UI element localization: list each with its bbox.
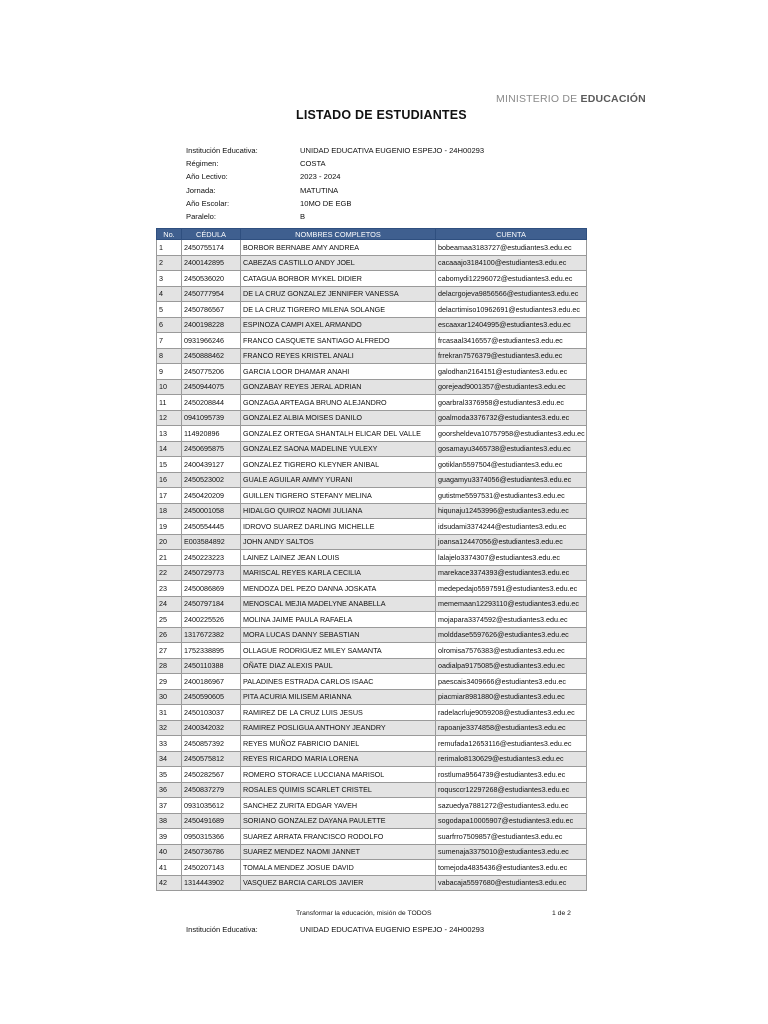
cell-no: 16 bbox=[157, 472, 182, 488]
cell-email: rostluma9564739@estudiantes3.edu.ec bbox=[436, 767, 587, 783]
cell-email: tomejoda4835436@estudiantes3.edu.ec bbox=[436, 860, 587, 876]
table-row bbox=[157, 426, 587, 442]
cell-name: MORA LUCAS DANNY SEBASTIAN bbox=[241, 627, 436, 643]
info-row bbox=[186, 172, 484, 185]
cell-cedula: 2450001058 bbox=[182, 503, 241, 519]
info-value: MATUTINA bbox=[300, 185, 339, 195]
table-row bbox=[157, 751, 587, 767]
cell-email: remufada12653116@estudiantes3.edu.ec bbox=[436, 736, 587, 752]
table-row bbox=[157, 627, 587, 643]
cell-email: escaaxar12404995@estudiantes3.edu.ec bbox=[436, 317, 587, 333]
cell-no: 25 bbox=[157, 612, 182, 628]
cell-email: piacmiar8981880@estudiantes3.edu.ec bbox=[436, 689, 587, 705]
cell-name: REYES MUÑOZ FABRICIO DANIEL bbox=[241, 736, 436, 752]
cell-cedula: 2450207143 bbox=[182, 860, 241, 876]
next-page-header bbox=[186, 925, 484, 934]
cell-email: cabomydi12296072@estudiantes3.edu.ec bbox=[436, 271, 587, 287]
ministry-bold: EDUCACIÓN bbox=[580, 93, 646, 105]
cell-email: goalmoda3376732@estudiantes3.edu.ec bbox=[436, 410, 587, 426]
table-row bbox=[157, 348, 587, 364]
cell-name: FRANCO CASQUETE SANTIAGO ALFREDO bbox=[241, 333, 436, 349]
table-row bbox=[157, 581, 587, 597]
cell-no: 13 bbox=[157, 426, 182, 442]
cell-email: vabacaja5597680@estudiantes3.edu.ec bbox=[436, 875, 587, 891]
cell-no: 39 bbox=[157, 829, 182, 845]
cell-name: REYES RICARDO MARIA LORENA bbox=[241, 751, 436, 767]
cell-cedula: 2450208844 bbox=[182, 395, 241, 411]
cell-cedula: 2400439127 bbox=[182, 457, 241, 473]
info-row bbox=[186, 186, 484, 199]
cell-no: 11 bbox=[157, 395, 182, 411]
cell-name: DE LA CRUZ TIGRERO MILENA SOLANGE bbox=[241, 302, 436, 318]
cell-email: goarbral3376958@estudiantes3.edu.ec bbox=[436, 395, 587, 411]
table-row bbox=[157, 596, 587, 612]
cell-no: 3 bbox=[157, 271, 182, 287]
cell-no: 5 bbox=[157, 302, 182, 318]
table-row bbox=[157, 565, 587, 581]
cell-no: 29 bbox=[157, 674, 182, 690]
cell-cedula: 2450491689 bbox=[182, 813, 241, 829]
cell-name: SORIANO GONZALEZ DAYANA PAULETTE bbox=[241, 813, 436, 829]
cell-name: SUAREZ MENDEZ NAOMI JANNET bbox=[241, 844, 436, 860]
table-row bbox=[157, 689, 587, 705]
cell-name: GONZALEZ TIGRERO KLEYNER ANIBAL bbox=[241, 457, 436, 473]
table-row bbox=[157, 829, 587, 845]
cell-email: sazuedya7881272@estudiantes3.edu.ec bbox=[436, 798, 587, 814]
cell-name: OLLAGUE RODRIGUEZ MILEY SAMANTA bbox=[241, 643, 436, 659]
cell-no: 12 bbox=[157, 410, 182, 426]
cell-name: GONZALEZ SAONA MADELINE YULEXY bbox=[241, 441, 436, 457]
cell-cedula: 2450536020 bbox=[182, 271, 241, 287]
info-row bbox=[186, 212, 484, 225]
table-row bbox=[157, 364, 587, 380]
cell-cedula: 0931966246 bbox=[182, 333, 241, 349]
cell-name: DE LA CRUZ GONZALEZ JENNIFER VANESSA bbox=[241, 286, 436, 302]
cell-cedula: 0931035612 bbox=[182, 798, 241, 814]
cell-no: 1 bbox=[157, 240, 182, 256]
cell-cedula: 2400342032 bbox=[182, 720, 241, 736]
table-row bbox=[157, 612, 587, 628]
table-row bbox=[157, 767, 587, 783]
table-header-row bbox=[157, 229, 587, 240]
cell-no: 20 bbox=[157, 534, 182, 550]
table-row bbox=[157, 720, 587, 736]
cell-email: paescais3409666@estudiantes3.edu.ec bbox=[436, 674, 587, 690]
cell-no: 26 bbox=[157, 627, 182, 643]
cell-cedula: 2450944075 bbox=[182, 379, 241, 395]
info-row bbox=[186, 146, 484, 159]
table-row bbox=[157, 457, 587, 473]
cell-no: 22 bbox=[157, 565, 182, 581]
cell-cedula: 2450755174 bbox=[182, 240, 241, 256]
cell-cedula: 114920896 bbox=[182, 426, 241, 442]
cell-no: 6 bbox=[157, 317, 182, 333]
ministry-logo bbox=[496, 93, 646, 105]
cell-no: 21 bbox=[157, 550, 182, 566]
cell-no: 42 bbox=[157, 875, 182, 891]
table-row bbox=[157, 271, 587, 287]
cell-no: 35 bbox=[157, 767, 182, 783]
cell-email: delacrgojeva9856566@estudiantes3.edu.ec bbox=[436, 286, 587, 302]
cell-email: bobeamaa3183727@estudiantes3.edu.ec bbox=[436, 240, 587, 256]
table-row bbox=[157, 875, 587, 891]
cell-no: 2 bbox=[157, 255, 182, 271]
cell-name: RAMIREZ DE LA CRUZ LUIS JESUS bbox=[241, 705, 436, 721]
cell-no: 37 bbox=[157, 798, 182, 814]
footer-slogan: Transformar la educación, misión de TODOS bbox=[296, 910, 432, 917]
cell-email: gosamayu3465738@estudiantes3.edu.ec bbox=[436, 441, 587, 457]
cell-cedula: 2450110388 bbox=[182, 658, 241, 674]
cell-cedula: 2450695875 bbox=[182, 441, 241, 457]
cell-cedula: 2450223223 bbox=[182, 550, 241, 566]
table-row bbox=[157, 643, 587, 659]
cell-name: CATAGUA BORBOR MYKEL DIDIER bbox=[241, 271, 436, 287]
cell-email: sumenaja3375010@estudiantes3.edu.ec bbox=[436, 844, 587, 860]
cell-cedula: 2400225526 bbox=[182, 612, 241, 628]
cell-name: CABEZAS CASTILLO ANDY JOEL bbox=[241, 255, 436, 271]
header-no: No. bbox=[157, 229, 182, 240]
students-table bbox=[156, 228, 587, 891]
table-row bbox=[157, 658, 587, 674]
cell-no: 33 bbox=[157, 736, 182, 752]
cell-email: mojapara3374592@estudiantes3.edu.ec bbox=[436, 612, 587, 628]
table-row bbox=[157, 472, 587, 488]
cell-email: medepedajo5597591@estudiantes3.edu.ec bbox=[436, 581, 587, 597]
header-cedula: CÉDULA bbox=[182, 229, 241, 240]
table-row bbox=[157, 317, 587, 333]
info-value: COSTA bbox=[300, 159, 326, 169]
cell-name: LAINEZ LAINEZ JEAN LOUIS bbox=[241, 550, 436, 566]
cell-cedula: 2400186967 bbox=[182, 674, 241, 690]
cell-no: 7 bbox=[157, 333, 182, 349]
cell-cedula: 2450729773 bbox=[182, 565, 241, 581]
table-row bbox=[157, 302, 587, 318]
cell-email: roqusccr12297268@estudiantes3.edu.ec bbox=[436, 782, 587, 798]
cell-cedula: 2450523002 bbox=[182, 472, 241, 488]
cell-no: 8 bbox=[157, 348, 182, 364]
page-number: 1 de 2 bbox=[552, 910, 571, 917]
cell-cedula: 2400198228 bbox=[182, 317, 241, 333]
cell-no: 14 bbox=[157, 441, 182, 457]
cell-email: sogodapa10005907@estudiantes3.edu.ec bbox=[436, 813, 587, 829]
table-row bbox=[157, 286, 587, 302]
info-value: 2023 - 2024 bbox=[300, 172, 341, 182]
cell-cedula: 2450786567 bbox=[182, 302, 241, 318]
cell-name: FRANCO REYES KRISTEL ANALI bbox=[241, 348, 436, 364]
info-label: Paralelo: bbox=[186, 211, 216, 221]
cell-no: 15 bbox=[157, 457, 182, 473]
cell-email: galodhan2164151@estudiantes3.edu.ec bbox=[436, 364, 587, 380]
info-value: UNIDAD EDUCATIVA EUGENIO ESPEJO - 24H00293 bbox=[300, 146, 485, 155]
cell-name: PALADINES ESTRADA CARLOS ISAAC bbox=[241, 674, 436, 690]
cell-name: GUILLEN TIGRERO STEFANY MELINA bbox=[241, 488, 436, 504]
cell-no: 19 bbox=[157, 519, 182, 535]
cell-cedula: 2450575812 bbox=[182, 751, 241, 767]
info-label: Jornada: bbox=[186, 185, 216, 195]
cell-cedula: 2450420209 bbox=[182, 488, 241, 504]
header-cuenta: CUENTA bbox=[436, 229, 587, 240]
info-value: B bbox=[300, 211, 306, 221]
cell-cedula: 1314443902 bbox=[182, 875, 241, 891]
cell-name: PITA ACURIA MILISEM ARIANNA bbox=[241, 689, 436, 705]
cell-email: gorejead9001357@estudiantes3.edu.ec bbox=[436, 379, 587, 395]
table-row bbox=[157, 798, 587, 814]
table-row bbox=[157, 860, 587, 876]
cell-cedula: 2450282567 bbox=[182, 767, 241, 783]
cell-name: ESPINOZA CAMPI AXEL ARMANDO bbox=[241, 317, 436, 333]
cell-email: marekace3374393@estudiantes3.edu.ec bbox=[436, 565, 587, 581]
table-row bbox=[157, 705, 587, 721]
header-nombres: NOMBRES COMPLETOS bbox=[241, 229, 436, 240]
cell-cedula: E003584892 bbox=[182, 534, 241, 550]
cell-email: joansa12447056@estudiantes3.edu.ec bbox=[436, 534, 587, 550]
cell-email: goorsheldeva10757958@estudiantes3.edu.ec bbox=[436, 426, 587, 442]
cell-name: VASQUEZ BARCIA CARLOS JAVIER bbox=[241, 875, 436, 891]
table-row bbox=[157, 379, 587, 395]
cell-email: gotiklan5597504@estudiantes3.edu.ec bbox=[436, 457, 587, 473]
cell-email: delacrtimiso10962691@estudiantes3.edu.ec bbox=[436, 302, 587, 318]
cell-email: rerimalo8130629@estudiantes3.edu.ec bbox=[436, 751, 587, 767]
table-row bbox=[157, 395, 587, 411]
cell-name: BORBOR BERNABE AMY ANDREA bbox=[241, 240, 436, 256]
cell-no: 28 bbox=[157, 658, 182, 674]
table-row bbox=[157, 519, 587, 535]
cell-no: 40 bbox=[157, 844, 182, 860]
cell-email: olromisa7576383@estudiantes3.edu.ec bbox=[436, 643, 587, 659]
info-label: Régimen: bbox=[186, 159, 219, 169]
cell-no: 31 bbox=[157, 705, 182, 721]
cell-no: 27 bbox=[157, 643, 182, 659]
table-row bbox=[157, 674, 587, 690]
table-row bbox=[157, 813, 587, 829]
table-row bbox=[157, 550, 587, 566]
cell-name: SUAREZ ARRATA FRANCISCO RODOLFO bbox=[241, 829, 436, 845]
cell-name: OÑATE DIAZ ALEXIS PAUL bbox=[241, 658, 436, 674]
ministry-prefix: MINISTERIO DE bbox=[496, 93, 581, 105]
cell-name: MARISCAL REYES KARLA CECILIA bbox=[241, 565, 436, 581]
cell-no: 32 bbox=[157, 720, 182, 736]
cell-email: suarfrro7509857@estudiantes3.edu.ec bbox=[436, 829, 587, 845]
cell-cedula: 2400142895 bbox=[182, 255, 241, 271]
table-row bbox=[157, 488, 587, 504]
cell-cedula: 2450736786 bbox=[182, 844, 241, 860]
table-row bbox=[157, 534, 587, 550]
cell-cedula: 0950315366 bbox=[182, 829, 241, 845]
cell-no: 23 bbox=[157, 581, 182, 597]
table-row bbox=[157, 782, 587, 798]
cell-no: 18 bbox=[157, 503, 182, 519]
cell-cedula: 2450554445 bbox=[182, 519, 241, 535]
table-row bbox=[157, 333, 587, 349]
info-row bbox=[186, 199, 484, 212]
cell-name: GONZAGA ARTEAGA BRUNO ALEJANDRO bbox=[241, 395, 436, 411]
cell-cedula: 2450888462 bbox=[182, 348, 241, 364]
cell-no: 30 bbox=[157, 689, 182, 705]
info-label: Año Escolar: bbox=[186, 198, 230, 208]
cell-no: 38 bbox=[157, 813, 182, 829]
cell-no: 4 bbox=[157, 286, 182, 302]
cell-name: RAMIREZ POSLIGUA ANTHONY JEANDRY bbox=[241, 720, 436, 736]
cell-name: IDROVO SUAREZ DARLING MICHELLE bbox=[241, 519, 436, 535]
info-row bbox=[186, 159, 484, 172]
cell-email: guagamyu3374056@estudiantes3.edu.ec bbox=[436, 472, 587, 488]
cell-cedula: 0941095739 bbox=[182, 410, 241, 426]
cell-name: GONZALEZ ALBIA MOISES DANILO bbox=[241, 410, 436, 426]
cell-email: gutistme5597531@estudiantes3.edu.ec bbox=[436, 488, 587, 504]
cell-name: JOHN ANDY SALTOS bbox=[241, 534, 436, 550]
info-label: Año Lectivo: bbox=[186, 172, 228, 182]
cell-email: hiqunaju12453996@estudiantes3.edu.ec bbox=[436, 503, 587, 519]
cell-cedula: 2450590605 bbox=[182, 689, 241, 705]
cell-email: frcasaal3416557@estudiantes3.edu.ec bbox=[436, 333, 587, 349]
cell-name: ROSALES QUIMIS SCARLET CRISTEL bbox=[241, 782, 436, 798]
cell-name: GUALE AGUILAR AMMY YURANI bbox=[241, 472, 436, 488]
cell-no: 10 bbox=[157, 379, 182, 395]
cell-no: 36 bbox=[157, 782, 182, 798]
cell-email: idsudami3374244@estudiantes3.edu.ec bbox=[436, 519, 587, 535]
info-value: 10MO DE EGB bbox=[300, 198, 352, 208]
cell-cedula: 1317672382 bbox=[182, 627, 241, 643]
cell-email: mememaan12293110@estudiantes3.edu.ec bbox=[436, 596, 587, 612]
cell-name: MENOSCAL MEJIA MADELYNE ANABELLA bbox=[241, 596, 436, 612]
cell-no: 34 bbox=[157, 751, 182, 767]
cell-name: GONZALEZ ORTEGA SHANTALH ELICAR DEL VALLE bbox=[241, 426, 436, 442]
cell-name: HIDALGO QUIROZ NAOMI JULIANA bbox=[241, 503, 436, 519]
table-row bbox=[157, 410, 587, 426]
cell-no: 24 bbox=[157, 596, 182, 612]
cell-email: molddase5597626@estudiantes3.edu.ec bbox=[436, 627, 587, 643]
cell-no: 17 bbox=[157, 488, 182, 504]
cell-email: frrekran7576379@estudiantes3.edu.ec bbox=[436, 348, 587, 364]
table-row bbox=[157, 736, 587, 752]
cell-email: lalajelo3374307@estudiantes3.edu.ec bbox=[436, 550, 587, 566]
cell-name: SANCHEZ ZURITA EDGAR YAVEH bbox=[241, 798, 436, 814]
cell-name: MOLINA JAIME PAULA RAFAELA bbox=[241, 612, 436, 628]
cell-no: 41 bbox=[157, 860, 182, 876]
cell-cedula: 1752338895 bbox=[182, 643, 241, 659]
cell-name: GONZABAY REYES JERAL ADRIAN bbox=[241, 379, 436, 395]
cell-cedula: 2450086869 bbox=[182, 581, 241, 597]
table-row bbox=[157, 441, 587, 457]
cell-cedula: 2450797184 bbox=[182, 596, 241, 612]
cell-name: MENDOZA DEL PEZO DANNA JOSKATA bbox=[241, 581, 436, 597]
cell-no: 9 bbox=[157, 364, 182, 380]
table-row bbox=[157, 503, 587, 519]
cell-cedula: 2450103037 bbox=[182, 705, 241, 721]
cell-name: TOMALA MENDEZ JOSUE DAVID bbox=[241, 860, 436, 876]
info-block bbox=[186, 146, 484, 225]
cell-name: ROMERO STORACE LUCCIANA MARISOL bbox=[241, 767, 436, 783]
cell-cedula: 2450777954 bbox=[182, 286, 241, 302]
cell-email: rapoanje3374858@estudiantes3.edu.ec bbox=[436, 720, 587, 736]
cell-email: radelacrluje9059208@estudiantes3.edu.ec bbox=[436, 705, 587, 721]
cell-cedula: 2450775206 bbox=[182, 364, 241, 380]
cell-name: GARCIA LOOR DHAMAR ANAHI bbox=[241, 364, 436, 380]
next-institution-value: UNIDAD EDUCATIVA EUGENIO ESPEJO - 24H00293 bbox=[300, 925, 485, 934]
next-institution-label: Institución Educativa: bbox=[186, 925, 258, 934]
table-row bbox=[157, 240, 587, 256]
page-title: LISTADO DE ESTUDIANTES bbox=[296, 108, 467, 122]
table-row bbox=[157, 255, 587, 271]
cell-cedula: 2450857392 bbox=[182, 736, 241, 752]
cell-cedula: 2450837279 bbox=[182, 782, 241, 798]
cell-email: oadialpa9175085@estudiantes3.edu.ec bbox=[436, 658, 587, 674]
table-row bbox=[157, 844, 587, 860]
info-label: Institución Educativa: bbox=[186, 146, 258, 155]
cell-email: cacaaajo3184100@estudiantes3.edu.ec bbox=[436, 255, 587, 271]
